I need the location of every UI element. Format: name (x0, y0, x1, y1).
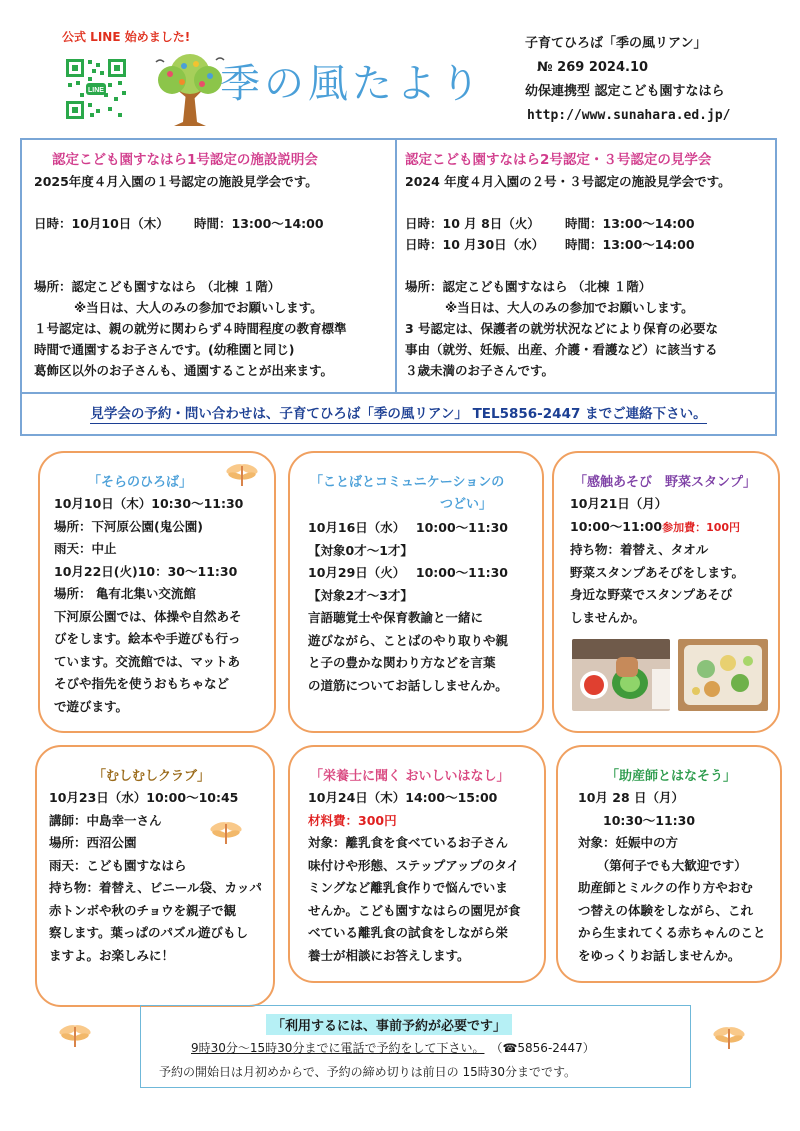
reservation-phone: （☎5856-2447） (496, 1041, 595, 1055)
type1-place: 場所：認定こども園すなはら （北棟 １階） (34, 279, 281, 294)
type23-info (397, 140, 775, 392)
type1-intro: 2025年度４月入園の１号認定の施設見学会です。 (34, 174, 318, 189)
type1-note: ※当日は、大人のみの参加でお願いします。 (74, 300, 323, 315)
type1-title: 認定こども園すなはら1号認定の施設説明会 (52, 152, 318, 168)
card-title: 「感触あそび 野菜スタンプ」 (574, 475, 757, 490)
card-nutritionist-talk (288, 745, 546, 983)
type23-note: ※当日は、大人のみの参加でお願いします。 (445, 300, 694, 315)
organization-info (525, 32, 731, 128)
issue-number: № 269 2024.10 (537, 60, 649, 75)
website-link[interactable]: http://www.sunahara.ed.jp/ (527, 108, 731, 123)
dragonfly-icon (58, 1022, 92, 1048)
card-body: 10月24日（木）14:00～15:00 材料費：300円 対象：離乳食を食べているお子さん 味付けや形態、ステップアップのタイ ミングなど離乳食作りで悩んでいま せんか。こども園すなはらの園児が食 べている離乳食の試食をしながら栄 養士が相談にお答えします。 (308, 790, 521, 963)
stamp-photo-2 (678, 639, 768, 711)
card-kotoba-tsudoi (288, 451, 544, 733)
card-vegetable-stamp (552, 451, 780, 733)
card-title: 「むしむしクラブ」 (93, 769, 211, 784)
org-type: 幼保連携型 認定こども園すなはら (525, 84, 725, 99)
card-body: 10月16日（水） 10:00～11:30 【対象0才～1才】 10月29日（火） 10:00～11:30 【対象2才～3才】 言語聴覚士や保育教諭と一緒に 遊びながら、ことばのやり取りや親 と子の豊かな関わり方などを言葉 の道筋についてお話ししませんか。 (308, 520, 509, 693)
card-title: 「そらのひろば」 (88, 475, 193, 490)
card-body: 10月 28 日（月） 10:30～11:30 対象：妊娠中の方 （第何子でも大歓迎です） 助産師とミルクの作り方やおむ つ替えの体験をしながら、これ から生まれてくる赤ちゃんのこと をゆっくりお話しませんか。 (578, 790, 766, 963)
reservation-title: 「利用するには、事前予約が必要です」 (266, 1014, 512, 1035)
card-title: 「栄養士に聞く おいしいはなし」 (310, 769, 510, 784)
card-mushimushi-club (35, 745, 275, 1007)
facility-info-box (20, 138, 777, 436)
type23-datetime-2: 日時：10 月30日（水） 時間：13:00～14:00 (405, 237, 695, 252)
qr-caption: LINE (88, 87, 104, 94)
type1-desc-2: 時間で通園するお子さんです。(幼稚園と同じ) (34, 342, 295, 357)
fee-label: 参加費：100円 (662, 520, 741, 534)
reservation-notice (140, 1005, 691, 1088)
card-body: 10月23日（水）10:00～10:45 講師：中島幸一さん 場所：西沼公園 雨天：こども園すなはら 持ち物：着替え、ビニール袋、カッパ 赤トンボや秋のチョウを親子で観 察します。葉っぱのパズル遊びもし ますよ。お楽しみに！ (49, 790, 262, 963)
type23-datetime-1: 日時：10 月 8日（火） 時間：13:00～14:00 (405, 216, 695, 231)
type1-info (22, 140, 397, 392)
card-body: 10月21日（月） 10:00～11:00参加費：100円 持ち物：着替え、タオル 野菜スタンプあそびをします。 身近な野菜でスタンプあそび しませんか。 (570, 496, 745, 625)
type1-datetime: 日時：10月10日（木） 時間：13:00～14:00 (34, 216, 324, 231)
stamp-photo-1 (572, 639, 670, 711)
line-announcement: 公式 LINE 始めました! (62, 30, 191, 44)
type23-title: 認定こども園すなはら2号認定・３号認定の見学会 (405, 152, 712, 168)
type23-desc-2: 事由（就労、妊娠、出産、介護・看護など）に該当する (405, 342, 718, 357)
card-sora-hiroba (38, 451, 276, 733)
card-title: 「ことばとコミュニケーションの (310, 475, 505, 490)
type1-desc-1: １号認定は、親の就労に関わらず４時間程度の教育標準 (34, 321, 347, 336)
newsletter-title: 季の風たより (220, 61, 484, 107)
fee-label: 材料費：300円 (308, 812, 397, 828)
type1-desc-3: 葛飾区以外のお子さんも、通園することが出来ます。 (34, 363, 334, 378)
type23-place: 場所：認定こども園すなはら （北棟 １階） (405, 279, 652, 294)
type23-desc-3: ３歳未満のお子さんです。 (405, 363, 555, 378)
type23-intro: 2024 年度４月入園の２号・３号認定の施設見学会です。 (405, 174, 731, 189)
type23-desc-1: 3 号認定は、保護者の就労状況などにより保育の必要な (405, 321, 719, 336)
dragonfly-icon (712, 1024, 746, 1050)
reservation-hours: 9時30分～15時30分までに電話で予約をして下さい。 （☎5856-2447） (191, 1041, 595, 1055)
qr-code-icon[interactable] (64, 57, 128, 121)
org-name: 子育てひろば「季の風リアン」 (525, 36, 707, 51)
card-body: 10月10日（木）10:30～11:30 場所：下河原公園(鬼公園) 雨天：中止 10月22日(火)10：30～11:30 場所： 亀有北集い交流館 下河原公園では、体操や自然あそ びをします。絵本や手遊びも行っ ています。交流館では、マットあ そびや指先を使うおもちゃなど で遊びます。 (54, 496, 244, 714)
card-title-cont: つどい」 (440, 497, 493, 512)
contact-footer: 見学会の予約・問い合わせは、子育てひろば「季の風リアン」 TEL5856-2447 までご連絡下さい。 (22, 392, 775, 434)
card-midwife-talk (556, 745, 782, 983)
card-title: 「助産師とはなそう」 (606, 769, 737, 784)
reservation-deadline: 予約の開始日は月初めからで、予約の締め切りは前日の 15時30分までです。 (159, 1065, 577, 1079)
dragonfly-icon (225, 461, 259, 487)
tree-logo-icon (150, 52, 230, 128)
